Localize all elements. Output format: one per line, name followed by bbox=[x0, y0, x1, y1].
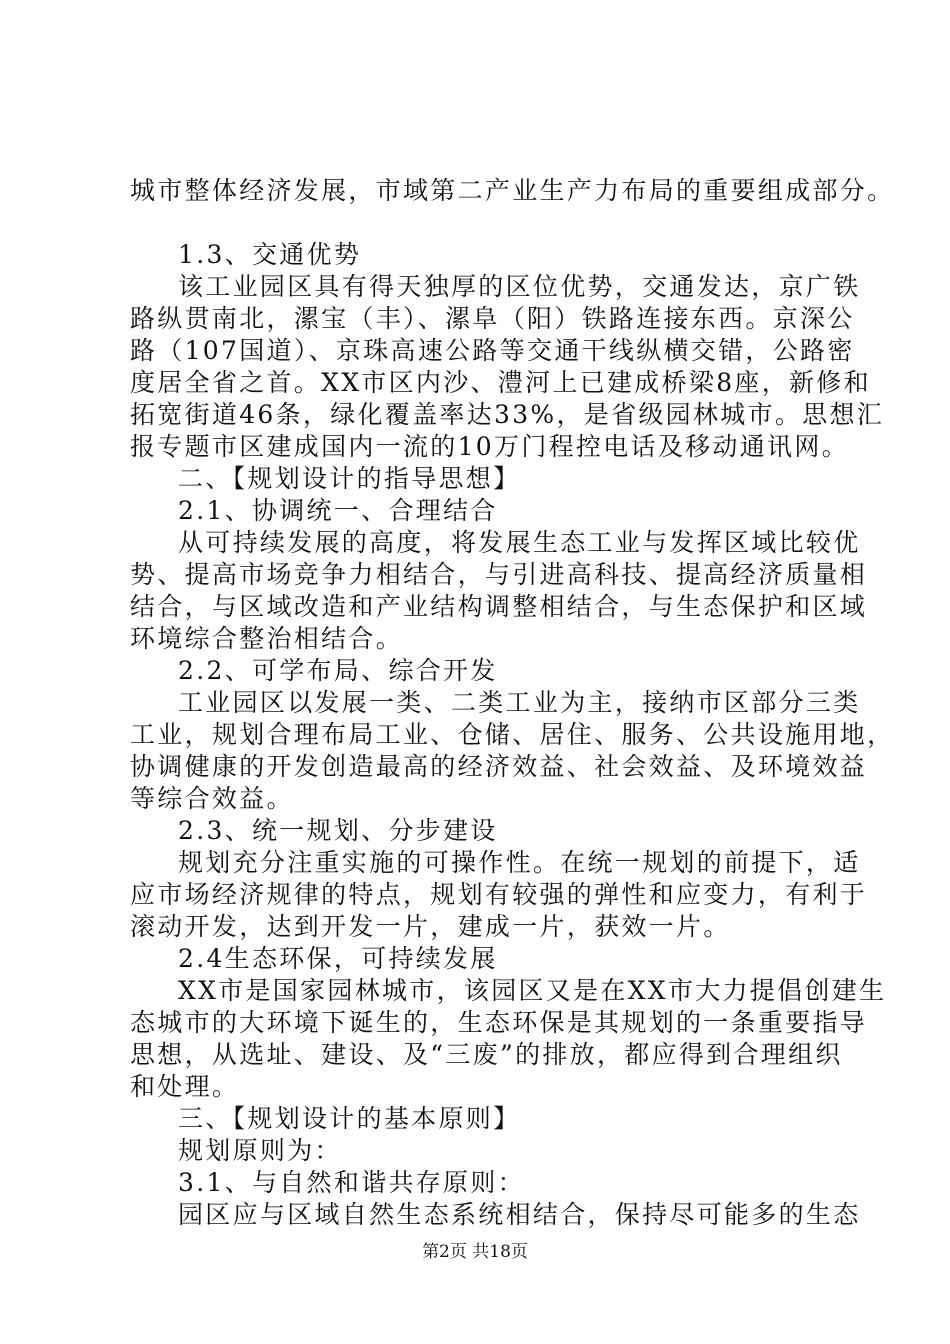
section-heading-3: 三、【规划设计的基本原则】 bbox=[178, 1104, 521, 1133]
text-line: 报专题市区建成国内一流的10万门程控电话及移动通讯网。 bbox=[130, 432, 849, 461]
text-line: 路（107国道）、京珠高速公路等交通干线纵横交错，公路密 bbox=[130, 336, 855, 365]
section-heading-1-3: 1.3、交通优势 bbox=[178, 240, 362, 269]
text-line: 拓宽街道46条，绿化覆盖率达33%，是省级园林城市。思想汇 bbox=[130, 400, 885, 429]
text-line: 和处理。 bbox=[130, 1072, 240, 1101]
text-line: 工业园区以发展一类、二类工业为主，接纳市区部分三类 bbox=[178, 688, 861, 717]
text-line: 态城市的大环境下诞生的，生态环保是其规划的一条重要指导 bbox=[130, 1008, 868, 1037]
page-footer: 第2页 共18页 bbox=[422, 1242, 528, 1262]
text-line: 从可持续发展的高度，将发展生态工业与发挥区域比较优 bbox=[178, 528, 861, 557]
text-line: 应市场经济规律的特点，规划有较强的弹性和应变力，有利于 bbox=[130, 880, 868, 909]
text-line: 路纵贯南北，漯宝（丰）、漯阜（阳）铁路连接东西。京深公 bbox=[130, 304, 855, 333]
section-heading-2-4: 2.4生态环保，可持续发展 bbox=[178, 944, 498, 973]
text-line: 结合，与区域改造和产业结构调整相结合，与生态保护和区域 bbox=[130, 592, 868, 621]
text-line: 度居全省之首。XX市区内沙、澧河上已建成桥梁8座，新修和 bbox=[130, 368, 871, 397]
text-line: 协调健康的开发创造最高的经济效益、社会效益、及环境效益 bbox=[130, 752, 868, 781]
section-heading-2-2: 2.2、可学布局、综合开发 bbox=[178, 656, 498, 685]
text-line: 工业，规划合理布局工业、仓储、居住、服务、公共设施用地， bbox=[130, 720, 895, 749]
section-heading-2-1: 2.1、协调统一、合理结合 bbox=[178, 496, 498, 525]
text-line: 势、提高市场竞争力相结合，与引进高科技、提高经济质量相 bbox=[130, 560, 868, 589]
section-heading-2: 二、【规划设计的指导思想】 bbox=[178, 464, 521, 493]
text-line: 城市整体经济发展，市域第二产业生产力布局的重要组成部分。 bbox=[130, 176, 895, 205]
text-line: 园区应与区域自然生态系统相结合，保持尽可能多的生态 bbox=[178, 1200, 861, 1229]
text-line: 等综合效益。 bbox=[130, 784, 294, 813]
text-line: 规划充分注重实施的可操作性。在统一规划的前提下，适 bbox=[178, 848, 861, 877]
text-line: 环境综合整治相结合。 bbox=[130, 624, 404, 653]
text-line: 规划原则为： bbox=[178, 1136, 342, 1165]
section-heading-3-1: 3.1、与自然和谐共存原则： bbox=[178, 1168, 525, 1197]
section-heading-2-3: 2.3、统一规划、分步建设 bbox=[178, 816, 498, 845]
text-line: 该工业园区具有得天独厚的区位优势，交通发达，京广铁 bbox=[178, 272, 861, 301]
text-line: 滚动开发，达到开发一片，建成一片，获效一片。 bbox=[130, 912, 731, 941]
text-line: XX市是国家园林城市，该园区又是在XX市大力提倡创建生 bbox=[178, 976, 887, 1005]
text-line: 思想，从选址、建设、及“三废”的排放，都应得到合理组织 bbox=[130, 1040, 843, 1069]
